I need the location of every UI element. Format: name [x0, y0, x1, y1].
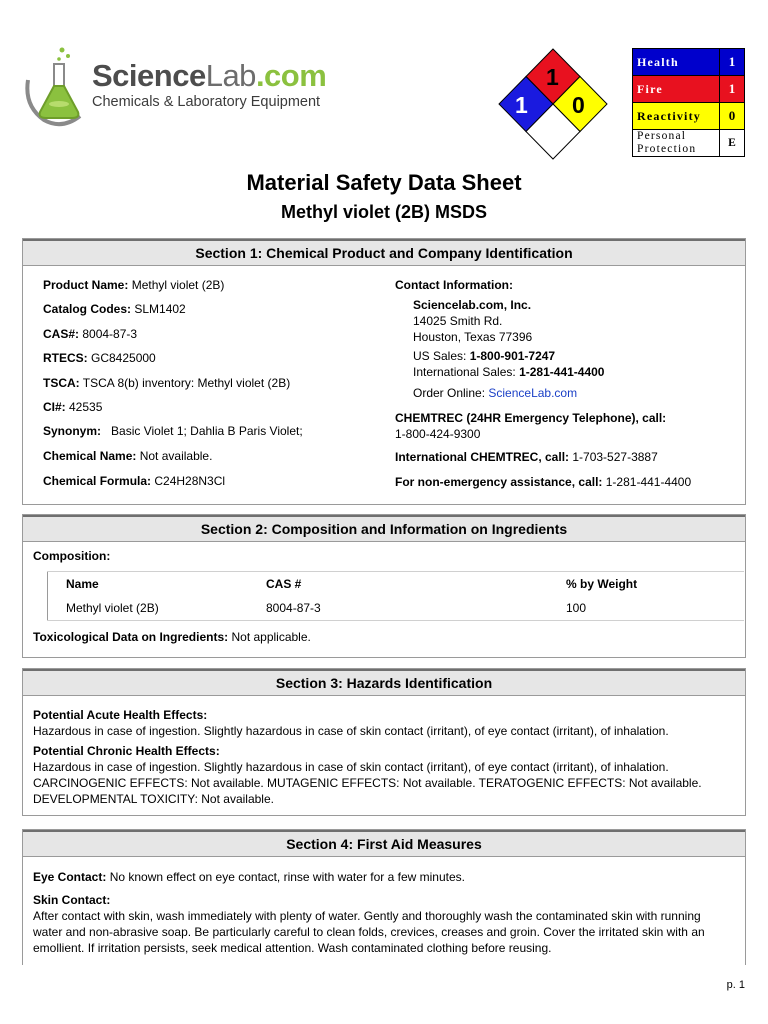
contact-heading-label: Contact Information:: [395, 278, 513, 292]
hmis-fire-label: Fire: [633, 76, 720, 103]
company-name: [413, 298, 531, 312]
intl-chemtrec-label: International CHEMTREC, call:: [395, 450, 570, 464]
hmis-reactivity-value: 0: [720, 103, 745, 130]
document-title: Material Safety Data Sheet: [246, 170, 522, 195]
ci-value: 42535: [65, 400, 103, 414]
chemical-name-row: [43, 449, 212, 463]
chemical-name-label: Chemical Name:: [43, 449, 137, 463]
section-3-heading: Section 3: Hazards Identification: [23, 669, 745, 696]
chemtrec-label: CHEMTREC (24HR Emergency Telephone), call:: [395, 411, 667, 425]
sciencelab-logo: [22, 46, 327, 128]
hmis-pp-label: [633, 130, 720, 157]
nfpa-reactivity: 0: [572, 92, 585, 118]
hmis-pp-label-2: Protection: [637, 143, 697, 155]
address-line-1: 14025 Smith Rd.: [413, 314, 503, 328]
hmis-health-value: 1: [720, 49, 745, 76]
ingredient-weight: 100: [566, 601, 587, 615]
intl-sales-label: International Sales:: [413, 365, 520, 379]
composition-label-row: [33, 549, 110, 563]
chemtrec-row: [395, 411, 666, 425]
section-1: [22, 238, 746, 505]
address-line-2: Houston, Texas 77396: [413, 330, 533, 344]
intl-sales-row: [413, 365, 604, 379]
skin-contact-label: Skin Contact:: [33, 893, 111, 907]
order-online-row: [413, 386, 577, 400]
table-row: [48, 596, 745, 621]
logo-science: Science: [92, 58, 206, 93]
nfpa-flammability: 1: [546, 64, 559, 90]
ci-row: [43, 400, 102, 414]
synonym-row: [43, 424, 303, 438]
product-name-value: Methyl violet (2B): [128, 278, 225, 292]
nonemergency-row: [395, 475, 691, 489]
col-name-header: Name: [66, 577, 99, 591]
col-cas-header: CAS #: [266, 577, 302, 591]
order-online-label: Order Online:: [413, 386, 489, 400]
col-weight-header: % by Weight: [566, 577, 638, 591]
company-name-label: Sciencelab.com, Inc.: [413, 298, 532, 312]
chronic-effects-line-2: CARCINOGENIC EFFECTS: Not available. MUTAGENIC EFFECTS: Not available. TERATOGENIC EFFECTS: Not available.: [33, 776, 702, 790]
skin-contact-line-3: emollient. If irritation persists, seek medical attention. Wash contaminated clothing before reusing.: [33, 941, 552, 955]
logo-com: .com: [255, 58, 327, 93]
hmis-health-label: Health: [633, 49, 720, 76]
section-3: [22, 668, 746, 816]
chemical-name-value: Not available.: [136, 449, 213, 463]
rtecs-label: RTECS:: [43, 351, 88, 365]
intl-sales-phone: 1-281-441-4400: [519, 365, 605, 379]
composition-label: Composition:: [33, 549, 111, 563]
hmis-fire-value: 1: [720, 76, 745, 103]
rtecs-value: GC8425000: [87, 351, 156, 365]
acute-effects-text: Hazardous in case of ingestion. Slightly hazardous in case of skin contact (irritant), of eye contact (irritant), of inhalation.: [33, 724, 669, 738]
hmis-pp-label-1: Personal: [637, 130, 687, 142]
catalog-codes-label: Catalog Codes:: [43, 302, 132, 316]
cas-value: 8004-87-3: [79, 327, 138, 341]
chemtrec-phone: 1-800-424-9300: [395, 427, 481, 441]
chronic-effects-block: [33, 743, 743, 807]
hmis-reactivity-label: Reactivity: [633, 103, 720, 130]
document-subtitle: Methyl violet (2B) MSDS: [280, 202, 488, 222]
catalog-codes-value: SLM1402: [131, 302, 186, 316]
tsca-label: TSCA:: [43, 376, 80, 390]
sciencelab-link[interactable]: ScienceLab.com: [488, 386, 578, 400]
tsca-row: [43, 376, 290, 390]
eye-contact-text: No known effect on eye contact, rinse with water for a few minutes.: [106, 870, 465, 884]
section-1-heading: Section 1: Chemical Product and Company Identification: [23, 239, 745, 266]
cas-label: CAS#:: [43, 327, 80, 341]
chemical-formula-label: Chemical Formula:: [43, 474, 152, 488]
composition-header-row: [48, 572, 745, 597]
section-2-heading: Section 2: Composition and Information on Ingredients: [23, 515, 745, 542]
composition-table: [47, 571, 744, 621]
intl-chemtrec-phone: 1-703-527-3887: [569, 450, 658, 464]
contact-heading: [395, 278, 513, 292]
skin-contact-line-1: After contact with skin, wash immediately with plenty of water. Gently and thoroughly wash the contaminated skin with running: [33, 909, 701, 923]
tox-data-value: Not applicable.: [228, 630, 311, 644]
acute-effects-label: Potential Acute Health Effects:: [33, 708, 208, 722]
chemical-formula-row: [43, 474, 225, 488]
synonym-label: Synonym:: [43, 424, 102, 438]
tox-data-label: Toxicological Data on Ingredients:: [33, 630, 229, 644]
ingredient-cas: 8004-87-3: [266, 601, 321, 615]
hmis-table: [632, 48, 745, 157]
nonemergency-phone: 1-281-441-4400: [602, 475, 692, 489]
logo-lab: Lab: [205, 58, 256, 93]
page-number: p. 1: [726, 979, 745, 991]
product-name-label: Product Name:: [43, 278, 129, 292]
nonemergency-label: For non-emergency assistance, call:: [395, 475, 603, 489]
section-4: [22, 829, 746, 965]
us-sales-label: US Sales:: [413, 349, 470, 363]
rtecs-row: [43, 351, 156, 365]
nfpa-diamond: [497, 47, 609, 165]
chronic-effects-line-1: Hazardous in case of ingestion. Slightly hazardous in case of skin contact (irritant), of eye contact (irritant), of inhalation.: [33, 760, 669, 774]
us-sales-row: [413, 349, 555, 363]
us-sales-phone: 1-800-901-7247: [469, 349, 556, 363]
acute-effects-block: [33, 707, 743, 739]
chronic-effects-line-3: DEVELOPMENTAL TOXICITY: Not available.: [33, 792, 274, 806]
skin-contact-block: [33, 892, 743, 956]
ingredient-name: Methyl violet (2B): [66, 601, 159, 615]
catalog-codes-row: [43, 302, 186, 316]
chemical-formula-value: C24H28N3Cl: [151, 474, 226, 488]
skin-contact-line-2: water and non-abrasive soap. Be particularly careful to clean folds, crevices, creases and groin. Cover the irritated skin with an: [33, 925, 705, 939]
product-name-row: [43, 278, 224, 292]
ci-label: CI#:: [43, 400, 66, 414]
cas-row: [43, 327, 137, 341]
eye-contact-block: [33, 869, 743, 885]
tox-data-row: [33, 630, 311, 644]
section-2: [22, 514, 746, 658]
logo-tagline: Chemicals & Laboratory Equipment: [92, 94, 321, 110]
chronic-effects-label: Potential Chronic Health Effects:: [33, 744, 220, 758]
intl-chemtrec-row: [395, 450, 658, 464]
tsca-value: TSCA 8(b) inventory: Methyl violet (2B): [79, 376, 291, 390]
logo-wordmark: [92, 60, 326, 92]
hmis-pp-value: E: [720, 130, 745, 157]
section-4-heading: Section 4: First Aid Measures: [23, 830, 745, 857]
synonym-value: Basic Violet 1; Dahlia B Paris Violet;: [101, 424, 303, 438]
flask-icon: [22, 46, 92, 128]
nfpa-health: 1: [515, 92, 528, 118]
eye-contact-label: Eye Contact:: [33, 870, 107, 884]
